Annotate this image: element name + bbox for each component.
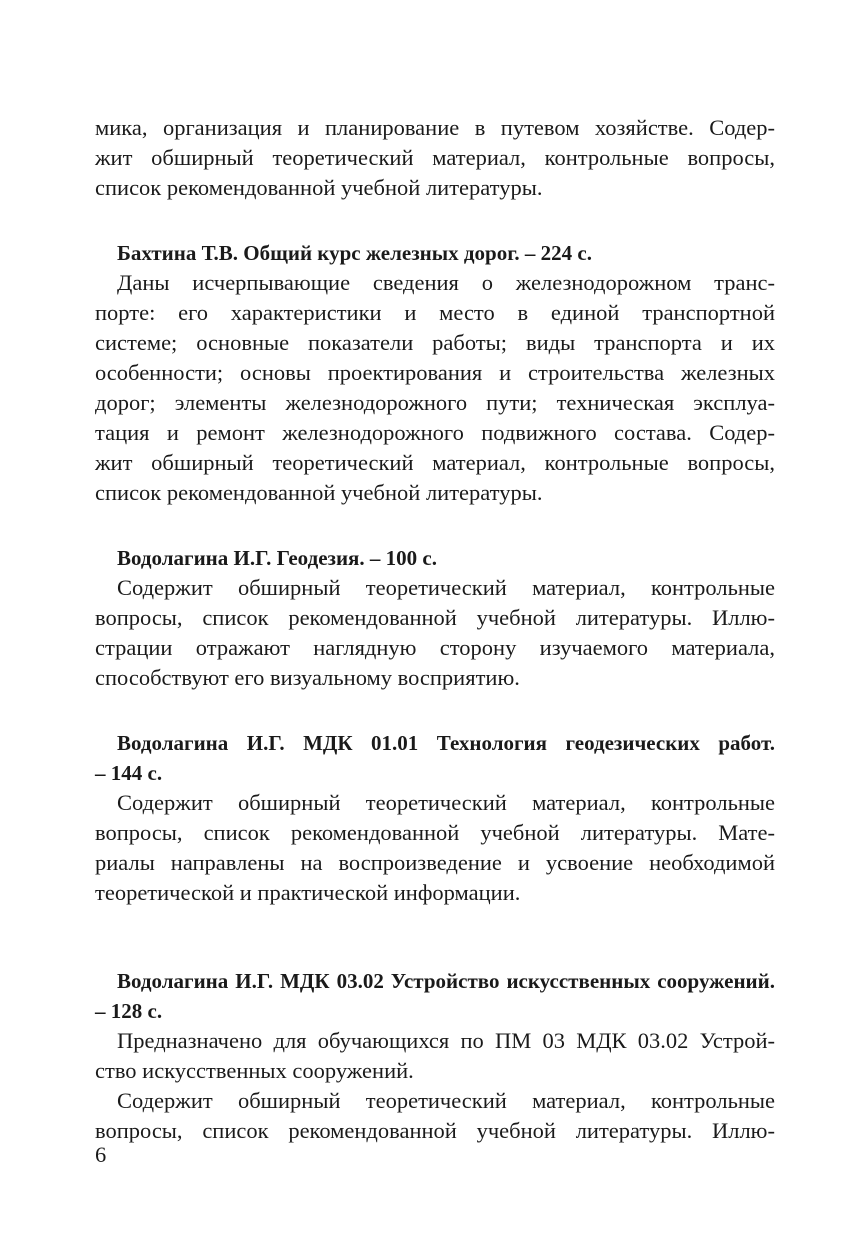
text-line: тация и ремонт железнодорожного подвижного состава. Содер- — [95, 420, 775, 445]
text-line: Водолагина И.Г. Геодезия. – 100 с. — [117, 546, 437, 570]
page-number: 6 — [95, 1142, 107, 1167]
entry-description — [95, 1086, 775, 1146]
text-line: дорог; элементы железнодорожного пути; техническая эксплуа- — [95, 390, 775, 415]
text-line: ство искусственных сооружений. — [95, 1058, 414, 1083]
entry-heading — [95, 238, 775, 268]
text-line: вопросы, список рекомендованной учебной литературы. Мате- — [95, 820, 775, 845]
text-line: страции отражают наглядную сторону изучаемого материала, — [95, 635, 775, 660]
entry-heading — [95, 728, 775, 788]
text-line: Предназначено для обучающихся по ПМ 03 МДК 03.02 Устрой- — [117, 1028, 775, 1053]
entry-heading — [95, 543, 775, 573]
text-line: Бахтина Т.В. Общий курс железных дорог. – 224 с. — [117, 241, 592, 265]
text-line: жит обширный теоретический материал, контрольные вопросы, — [95, 450, 775, 475]
text-line: вопросы, список рекомендованной учебной литературы. Иллю- — [95, 605, 775, 630]
entry-heading — [95, 966, 775, 1026]
text-line: Водолагина И.Г. МДК 03.02 Устройство искусственных сооружений. — [117, 969, 775, 993]
text-line: риалы направлены на воспроизведение и усвоение необходимой — [95, 850, 775, 875]
text-line: мика, организация и планирование в путевом хозяйстве. Содер- — [95, 115, 775, 140]
text-line: Содержит обширный теоретический материал, контрольные — [117, 1088, 775, 1113]
text-line: – 128 с. — [95, 999, 163, 1023]
entry-description — [95, 788, 775, 908]
entry-description — [95, 1026, 775, 1086]
text-line: Содержит обширный теоретический материал, контрольные — [117, 790, 775, 815]
text-line: теоретической и практической информации. — [95, 880, 521, 905]
text-line: жит обширный теоретический материал, контрольные вопросы, — [95, 145, 775, 170]
text-line: – 144 с. — [95, 761, 163, 785]
text-line: список рекомендованной учебной литературы. — [95, 480, 543, 505]
text-line: Содержит обширный теоретический материал, контрольные — [117, 575, 775, 600]
text-line: Водолагина И.Г. МДК 01.01 Технология геодезических работ. — [117, 731, 775, 755]
text-line: вопросы, список рекомендованной учебной литературы. Иллю- — [95, 1118, 775, 1143]
page-content — [95, 113, 775, 1146]
intro-paragraph — [95, 113, 775, 203]
entry-description — [95, 268, 775, 508]
text-line: Даны исчерпывающие сведения о железнодорожном транс- — [117, 270, 775, 295]
text-line: список рекомендованной учебной литературы. — [95, 175, 543, 200]
text-line: особенности; основы проектирования и строительства железных — [95, 360, 775, 385]
text-line: системе; основные показатели работы; виды транспорта и их — [95, 330, 775, 355]
text-line: порте: его характеристики и место в единой транспортной — [95, 300, 775, 325]
text-line: способствуют его визуальному восприятию. — [95, 665, 520, 690]
entry-description — [95, 573, 775, 693]
